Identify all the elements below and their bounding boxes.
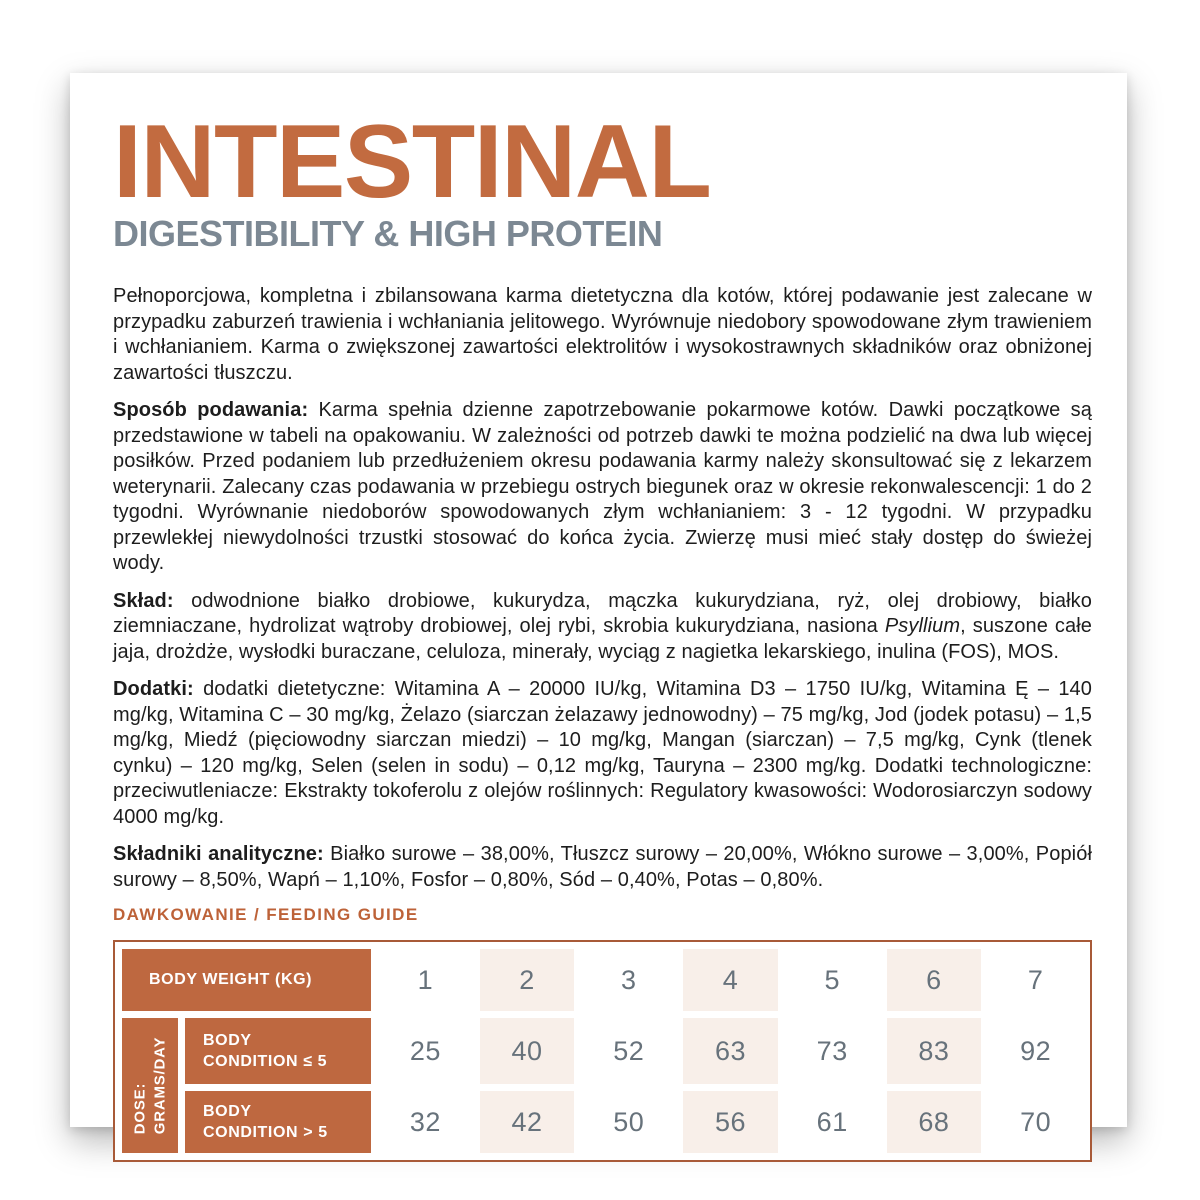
analytical-text: Białko surowe – 38,00%, Tłuszcz surowy – 20,00%, Włókno surowe – 3,00%, Popiół surowy – 8,50%, Wapń – 1,10%, Fosfor – 0,80%, Sód – 0,40%, Potas – 0,80%. <box>113 843 1092 891</box>
intro-text: Pełnoporcjowa, kompletna i zbilansowana karma dietetyczna dla kotów, której podawanie jest zalecane w przypadku zaburzeń trawienia i wchłaniania jelitowego. Wyrównuje niedobory spowodowane złym trawieniem i wchłanianiem. Karma o zwiększonej zawartości elektrolitów i wysokostrawnych składników oraz obniżonej zawartości tłuszczu. <box>113 285 1092 384</box>
product-label-card <box>70 73 1127 1142</box>
analytical-paragraph <box>113 842 1092 893</box>
composition-label: Skład: <box>113 589 174 612</box>
body-condition-low-header-cell <box>185 1018 371 1084</box>
composition-text-2: , suszone całe jaja, drożdże, wysłodki buraczane, celuloza, minerały, wyciąg z nagietka lekarskiego, inulina (FOS), MOS. <box>113 615 1092 663</box>
body-condition-high-header-cell <box>185 1091 371 1153</box>
additives-paragraph <box>113 677 1092 830</box>
dose-high-value-3: 50 <box>613 1106 645 1137</box>
dose-low-value-7: 92 <box>1020 1035 1052 1066</box>
composition-text-1: odwodnione białko drobiowe, kukurydza, mączka kukurydziana, ryż, olej drobiowy, białko ziemniaczane, hydrolizat wątroby drobiowej, olej rybi, skrobia kukurydziana, nasiona <box>113 589 1092 638</box>
body-condition-high-line2: CONDITION > 5 <box>203 1124 328 1142</box>
feeding-guide-section <box>113 905 1092 1162</box>
weight-value-5: 5 <box>824 964 840 995</box>
weight-value-7: 7 <box>1027 964 1044 995</box>
weight-value-4: 4 <box>683 949 778 1011</box>
dose-high-value-4: 56 <box>683 1091 778 1153</box>
dose-low-value-1: 25 <box>409 1035 441 1066</box>
weight-value-3: 3 <box>621 964 637 995</box>
dose-high-value-6: 68 <box>887 1091 982 1153</box>
composition-italic-term: Psyllium <box>884 615 961 638</box>
feeding-guide-table <box>113 940 1092 1162</box>
dose-high-value-2: 42 <box>480 1091 575 1153</box>
dose-low-value-3: 52 <box>613 1035 645 1066</box>
body-weight-header-cell: BODY WEIGHT (KG) <box>122 949 371 1011</box>
dose-axis-header-cell <box>122 1018 178 1153</box>
dose-axis-label <box>131 1037 170 1135</box>
weight-value-1: 1 <box>417 964 434 995</box>
body-condition-low-line1: BODY <box>203 1031 252 1049</box>
body-condition-high-line1: BODY <box>203 1102 252 1120</box>
composition-paragraph <box>113 589 1092 666</box>
weight-value-6: 6 <box>887 949 982 1011</box>
body-condition-low-line2: CONDITION ≤ 5 <box>203 1053 328 1071</box>
dose-low-value-5: 73 <box>816 1035 848 1066</box>
weight-value-2: 2 <box>480 949 575 1011</box>
dose-axis-label-line1: DOSE: <box>131 1083 149 1135</box>
additives-text: dodatki dietetyczne: Witamina A – 20000 IU/kg, Witamina D3 – 1750 IU/kg, Witamina Ę – 140 mg/kg, Witamina C – 30 mg/kg, Żelazo (siarczan żelazawy jednowodny) – 75 mg/kg, Jod (jodek potasu) – 1,5 mg/kg, Miedź (pięciowodny siarczan miedzi) – 10 mg/kg, Mangan (siarczan) – 7,5 mg/kg, Cynk (tlenek cynku) – 120 mg/kg, Selen (selen in sodu) – 0,12 mg/kg, Tauryna – 2300 mg/kg. Dodatki technologiczne: przeciwutleniacze: Ekstrakty tokoferolu z olejów roślinnych: Regulatory kwasowości: Wodorosiarczyn sodowy 4000 mg/kg. <box>113 678 1092 828</box>
dose-low-value-6: 83 <box>887 1018 982 1084</box>
dose-high-value-7: 70 <box>1020 1106 1052 1137</box>
analytical-label: Składniki analityczne: <box>113 843 324 866</box>
product-title: INTESTINAL <box>113 104 711 220</box>
dose-low-value-4: 63 <box>683 1018 778 1084</box>
dose-high-value-5: 61 <box>816 1106 848 1137</box>
dose-high-value-1: 32 <box>409 1106 441 1137</box>
feeding-guide-heading: DAWKOWANIE / FEEDING GUIDE <box>113 905 419 925</box>
product-subtitle: DIGESTIBILITY & HIGH PROTEIN <box>113 212 663 254</box>
additives-label: Dodatki: <box>113 678 194 701</box>
feeding-instructions-label: Sposób podawania: <box>113 399 309 422</box>
dose-axis-label-line2: GRAMS/DAY <box>151 1037 168 1135</box>
intro-paragraph <box>113 284 1092 386</box>
feeding-instructions-text: Karma spełnia dzienne zapotrzebowanie pokarmowe kotów. Dawki początkowe są przedstawione w tabeli na opakowaniu. W zależności od potrzeb dawki te można podzielić na dwa lub więcej posiłków. Przed podaniem lub przedłużeniem okresu podawania karmy należy skonsultować się z lekarzem weterynarii. Zalecany czas podawania w przebiegu ostrych biegunek oraz w okresie rekonwalescencji: 1 do 2 tygodni. Wyrównanie niedoborów spowodowanych złym wchłanianiem: 3 - 12 tygodni. W przypadku przewlekłej niewydolności trzustki stosować do końca życia. Zwierzę musi mieć stały dostęp do świeżej wody. <box>113 399 1092 575</box>
dose-low-value-2: 40 <box>480 1018 575 1084</box>
feeding-instructions-paragraph <box>113 398 1092 577</box>
